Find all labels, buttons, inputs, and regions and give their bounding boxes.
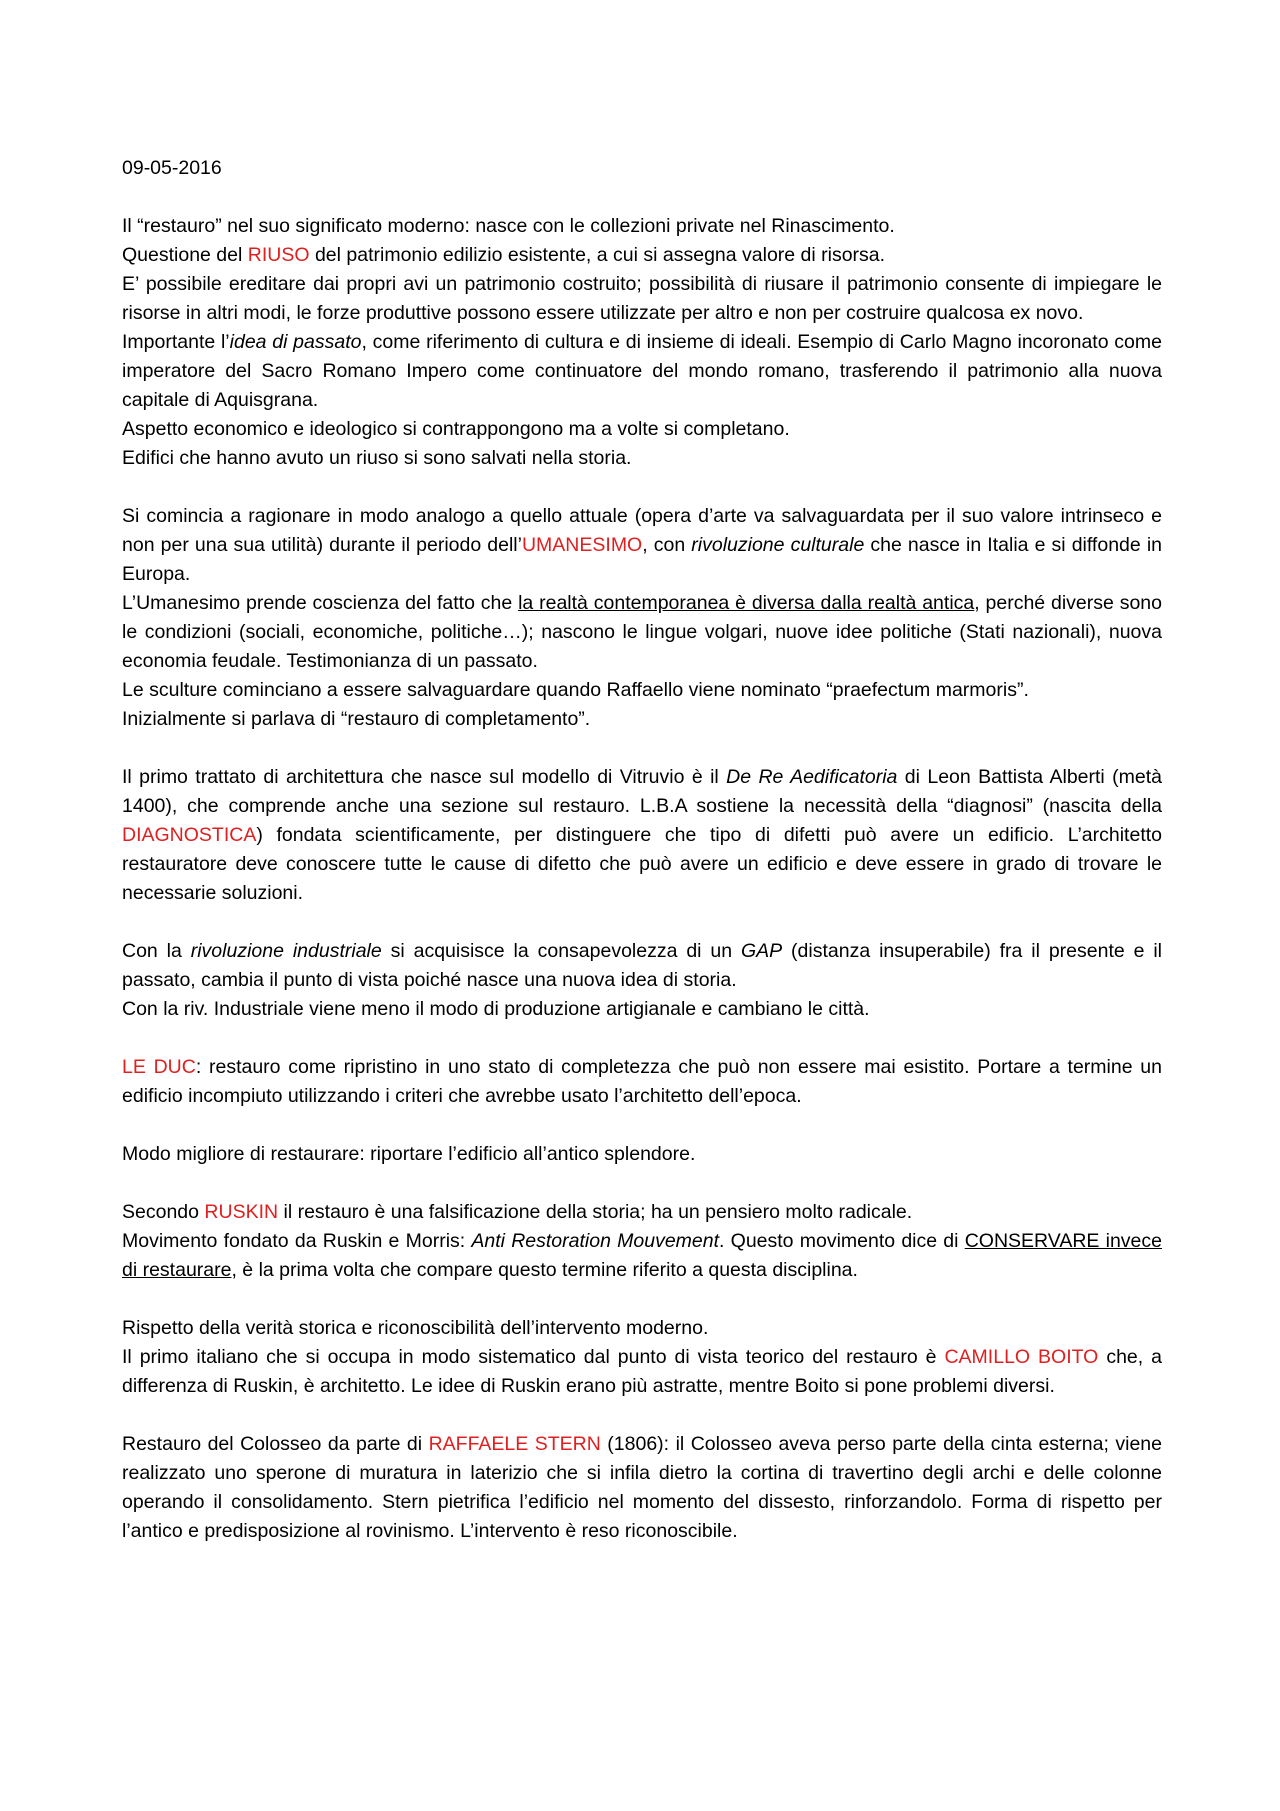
keyword-umanesimo: UMANESIMO bbox=[521, 534, 643, 556]
text-run: Con la bbox=[122, 940, 191, 962]
italic-rivoluzione-culturale: rivoluzione culturale bbox=[691, 534, 865, 556]
text-run: . Questo movimento dice di bbox=[719, 1230, 965, 1252]
italic-rivoluzione-industriale: rivoluzione industriale bbox=[190, 940, 382, 962]
italic-idea-di-passato: idea di passato bbox=[229, 331, 362, 353]
italic-gap: GAP bbox=[740, 940, 783, 962]
text-run: che, a differenza di Ruskin, è architetto. Le idee di Ruskin erano più astratte, mentre Boito si pone problemi diversi. bbox=[122, 1346, 1162, 1397]
text-run: Il primo italiano che si occupa in modo sistematico dal punto di vista teorico del restauro è bbox=[122, 1346, 945, 1368]
text-run: , come riferimento di cultura e di insieme di ideali. Esempio di Carlo Magno incoronato come imperatore del Sacro Romano Impero come continuatore del mondo romano, trasferendo il patrimonio alla nuova capitale di Aquisgrana. bbox=[122, 331, 1162, 411]
text-run: il restauro è una falsificazione della storia; ha un pensiero molto radicale. bbox=[278, 1201, 913, 1223]
keyword-riuso: RIUSO bbox=[247, 244, 310, 266]
text-line: Modo migliore di restaurare: riportare l’edificio all’antico splendore. bbox=[122, 1143, 696, 1165]
text-run: Secondo bbox=[122, 1201, 205, 1223]
keyword-le-duc: LE DUC bbox=[122, 1056, 196, 1078]
paragraph-riuso bbox=[122, 212, 1162, 473]
paragraph-alberti bbox=[122, 763, 1162, 908]
underlined-realta: la realtà contemporanea è diversa dalla realtà antica bbox=[518, 592, 975, 614]
text-line: Il “restauro” nel suo significato moderno: nasce con le collezioni private nel Rinascimento. bbox=[122, 215, 895, 237]
text-line: Inizialmente si parlava di “restauro di completamento”. bbox=[122, 708, 591, 730]
paragraph-stern bbox=[122, 1430, 1162, 1546]
text-line bbox=[122, 589, 1162, 676]
text-line: Aspetto economico e ideologico si contrappongono ma a volte si completano. bbox=[122, 418, 790, 440]
text-line bbox=[122, 241, 1162, 270]
text-run: (1806): il Colosseo aveva perso parte della cinta esterna; viene realizzato uno sperone di muratura in laterizio che si infila dietro la cortina di travertino degli archi e delle colonne operando il consolidamento. Stern pietrifica l’edificio nel momento del dissesto, rinforzandolo. Forma di rispetto per l’antico e predisposizione al rovinismo. L’intervento è reso riconoscibile. bbox=[122, 1433, 1162, 1542]
text-run: , con bbox=[642, 534, 692, 556]
text-run: Movimento fondato da Ruskin e Morris: bbox=[122, 1230, 472, 1252]
text-run: , perché diverse sono le condizioni (sociali, economiche, politiche…); nascono le lingue volgari, nuove idee politiche (Stati nazionali), nuova economia feudale. Testimonianza di un passato. bbox=[122, 592, 1162, 672]
keyword-diagnostica: DIAGNOSTICA bbox=[122, 824, 257, 846]
paragraph-boito bbox=[122, 1314, 1162, 1401]
text-line bbox=[122, 937, 1162, 995]
text-run: Si comincia a ragionare in modo analogo a quello attuale (opera d’arte va salvaguardata per il suo valore intrinseco e non per una sua utilità) durante il periodo dell’ bbox=[122, 505, 1162, 556]
text-run: : restauro come ripristino in uno stato di completezza che può non essere mai esistito. Portare a termine un edificio incompiuto utilizzando i criteri che avrebbe usato l’architetto dell’epoca. bbox=[122, 1056, 1162, 1107]
paragraph-ruskin bbox=[122, 1198, 1162, 1285]
italic-de-re-aedificatoria: De Re Aedificatoria bbox=[726, 766, 898, 788]
text-run: del patrimonio edilizio esistente, a cui si assegna valore di risorsa. bbox=[309, 244, 886, 266]
text-run: di Leon Battista Alberti (metà 1400), che comprende anche una sezione sul restauro. L.B.A sostiene la necessità della “diagnosi” (nascita della bbox=[122, 766, 1162, 817]
paragraph-modo-migliore bbox=[122, 1140, 1162, 1169]
keyword-camillo-boito: CAMILLO BOITO bbox=[944, 1346, 1099, 1368]
text-line bbox=[122, 502, 1162, 589]
text-line: E’ possibile ereditare dai propri avi un patrimonio costruito; possibilità di riusare il patrimonio consente di impiegare le risorse in altri modi, le forze produttive possono essere utilizzate per altro e non per costruire qualcosa ex novo. bbox=[122, 273, 1162, 324]
text-line: Con la riv. Industriale viene meno il modo di produzione artigianale e cambiano le città. bbox=[122, 998, 870, 1020]
text-run: Importante l’ bbox=[122, 331, 230, 353]
text-run: Questione del bbox=[122, 244, 248, 266]
text-run: Il primo trattato di architettura che nasce sul modello di Vitruvio è il bbox=[122, 766, 727, 788]
paragraph-rivoluzione-industriale bbox=[122, 937, 1162, 1024]
italic-anti-restoration: Anti Restoration Mouvement bbox=[471, 1230, 720, 1252]
paragraph-le-duc bbox=[122, 1053, 1162, 1111]
text-run: che nasce in Italia e si diffonde in Europa. bbox=[122, 534, 1162, 585]
text-line bbox=[122, 1227, 1162, 1285]
text-run: L’Umanesimo prende coscienza del fatto che bbox=[122, 592, 519, 614]
text-line: Le sculture cominciano a essere salvaguardare quando Raffaello viene nominato “praefectum marmoris”. bbox=[122, 679, 1029, 701]
text-run: ) fondata scientificamente, per distinguere che tipo di difetti può avere un edificio. L’architetto restauratore deve conoscere tutte le cause di difetto che può avere un edificio e deve essere in grado di trovare le necessarie soluzioni. bbox=[122, 824, 1162, 904]
keyword-ruskin: RUSKIN bbox=[204, 1201, 279, 1223]
text-line bbox=[122, 1198, 1162, 1227]
keyword-raffaele-stern: RAFFAELE STERN bbox=[428, 1433, 601, 1455]
text-run: , è la prima volta che compare questo termine riferito a questa disciplina. bbox=[231, 1259, 858, 1281]
underlined-conservare: CONSERVARE invece di restaurare bbox=[122, 1230, 1162, 1281]
text-line: Edifici che hanno avuto un riuso si sono salvati nella storia. bbox=[122, 447, 632, 469]
document-date: 09-05-2016 bbox=[122, 157, 222, 179]
text-run: si acquisisce la consapevolezza di un bbox=[381, 940, 741, 962]
text-run: Restauro del Colosseo da parte di bbox=[122, 1433, 429, 1455]
text-line: Rispetto della verità storica e riconoscibilità dell’intervento moderno. bbox=[122, 1317, 709, 1339]
text-line bbox=[122, 1343, 1162, 1401]
text-run: (distanza insuperabile) fra il presente e il passato, cambia il punto di vista poiché nasce una nuova idea di storia. bbox=[122, 940, 1162, 991]
paragraph-umanesimo bbox=[122, 502, 1162, 734]
text-line bbox=[122, 328, 1162, 415]
